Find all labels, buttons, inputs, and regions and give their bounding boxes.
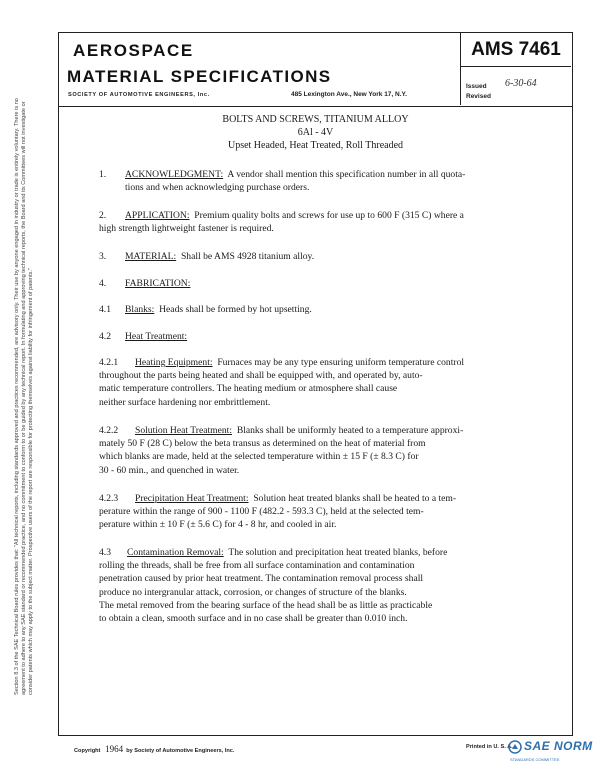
title-line3: Upset Headed, Heat Treated, Roll Threaded <box>227 140 404 151</box>
spec-number: AMS 7461 <box>461 33 571 67</box>
section-heading: ACKNOWLEDGMENT: <box>125 169 224 180</box>
section-number: 4. <box>99 278 107 289</box>
section-number: 4.2.2 <box>99 425 119 436</box>
section-heading: Heating Equipment: <box>135 357 213 368</box>
sae-logo-icon <box>508 740 522 754</box>
sae-norm-subtitle: STANDARDS COMMITTEE <box>510 757 560 762</box>
section-number: 4.3 <box>99 547 111 558</box>
section-text: 30 - 60 min., and quenched in water. <box>99 464 240 476</box>
section-text: rolling the threads, shall be free from all surface contamination and contamination <box>99 560 415 572</box>
copyright-by: by Society of Automotive Engineers, Inc. <box>126 748 235 754</box>
section-number: 1. <box>99 169 107 180</box>
section-text: which blanks are made, held at the selected temperature within ± 15 F (± 8.3 C) for <box>99 451 419 463</box>
org-title-line2: MATERIAL SPECIFICATIONS <box>67 67 332 86</box>
section-heading: Heat Treatment: <box>125 331 188 342</box>
copyright-label: Copyright <box>74 748 101 754</box>
section-text: The metal removed from the bearing surface of the head shall be as little as practicable <box>99 599 433 611</box>
section-number: 4.2.1 <box>99 357 119 368</box>
footer-printed: Printed in U. S. A. <box>466 744 513 750</box>
section-text: high strength lightweight fastener is required. <box>99 223 274 235</box>
section-text: The solution and precipitation heat treated blanks, before <box>228 547 448 558</box>
section-number: 4.2.3 <box>99 493 119 504</box>
section-text: Furnaces may be any type ensuring uniform temperature control <box>217 357 465 368</box>
section-text: neither surface hardening nor embrittlement. <box>99 396 271 408</box>
issued-label: Issued <box>466 83 487 90</box>
document-title <box>59 113 572 152</box>
society-name: SOCIETY OF AUTOMOTIVE ENGINEERS, Inc. <box>68 92 210 98</box>
society-address: 485 Lexington Ave., New York 17, N.Y. <box>291 91 407 98</box>
section-number: 4.1 <box>99 304 111 315</box>
section-text: penetration caused by prior heat treatment. The contamination removal process shall <box>99 573 424 585</box>
section-number: 2. <box>99 210 107 221</box>
section-text: A vendor shall mention this specification number in all quota- <box>227 169 466 180</box>
section-text: tions and when acknowledging purchase orders. <box>125 182 310 194</box>
section-text: Blanks shall be uniformly heated to a temperature approxi- <box>236 425 464 436</box>
title-line2: 6Al - 4V <box>297 127 334 138</box>
section-number: 3. <box>99 251 107 262</box>
section-text: throughout the parts being heated and shall be equipped with, and operated by, auto- <box>99 370 423 382</box>
spec-frame <box>58 32 573 736</box>
revised-label: Revised <box>466 93 491 100</box>
section-heading: Contamination Removal: <box>127 547 224 558</box>
title-line1: BOLTS AND SCREWS, TITANIUM ALLOY <box>222 114 409 125</box>
header-org-block <box>59 33 461 105</box>
section-text: perature within the range of 900 - 1100 F (482.2 - 593.3 C), held at the selected tem- <box>99 506 424 518</box>
section-heading: Blanks: <box>125 304 155 315</box>
section-text: to obtain a clean, smooth surface and in no case shall be greater than 0.010 inch. <box>99 613 408 624</box>
section-heading: APPLICATION: <box>125 210 190 221</box>
side-disclaimer-text: Section 8.3 of the SAE Technical Board rules provides that: "All technical reports, including standards approved and practices recommended, are advisory only. Their use by anyone engaged in industry or trade is entirely voluntary. There is no agreement to adhere to any SAE standard or recommended practice, and no commitment to conform to or be guided by any technical report. In formulating and approving technical reports, the Board and its Committees will not investigate or consider patents which may apply to the subject matter. Prospective users of the report are responsible for protecting themselves against liability for infringement of patents." <box>14 98 34 695</box>
org-title-line1: AEROSPACE <box>73 41 194 60</box>
section-text: Shall be AMS 4928 titanium alloy. <box>180 251 315 262</box>
side-disclaimer <box>14 95 54 695</box>
section-text: Solution heat treated blanks shall be heated to a tem- <box>253 493 457 504</box>
section-text: perature within ± 10 F (± 5.6 C) for 4 - 8 hr, and cooled in air. <box>99 519 337 531</box>
section-text: mately 50 F (28 C) below the beta transus as determined on the heat of material from <box>99 438 426 450</box>
section-heading: MATERIAL: <box>125 251 177 262</box>
sae-norm-logo: SAE NORM <box>524 739 593 753</box>
header-spec-block <box>461 33 571 105</box>
section-text: matic temperature controllers. The heating medium or atmosphere shall cause <box>99 383 398 395</box>
section-heading: Solution Heat Treatment: <box>135 425 233 436</box>
section-text: Heads shall be formed by hot upsetting. <box>159 304 312 315</box>
footer-copyright <box>74 744 234 754</box>
issued-date: 6-30-64 <box>505 78 537 89</box>
section-text: Premium quality bolts and screws for use up to 600 F (315 C) where a <box>194 210 464 221</box>
section-number: 4.2 <box>99 331 111 342</box>
spec-header <box>59 33 572 107</box>
copyright-year: 1964 <box>105 744 124 754</box>
section-text: produce no intergranular attack, corrosion, or changes of structure of the blanks. <box>99 586 407 598</box>
section-heading: Precipitation Heat Treatment: <box>135 493 249 504</box>
section-heading: FABRICATION: <box>125 278 191 289</box>
